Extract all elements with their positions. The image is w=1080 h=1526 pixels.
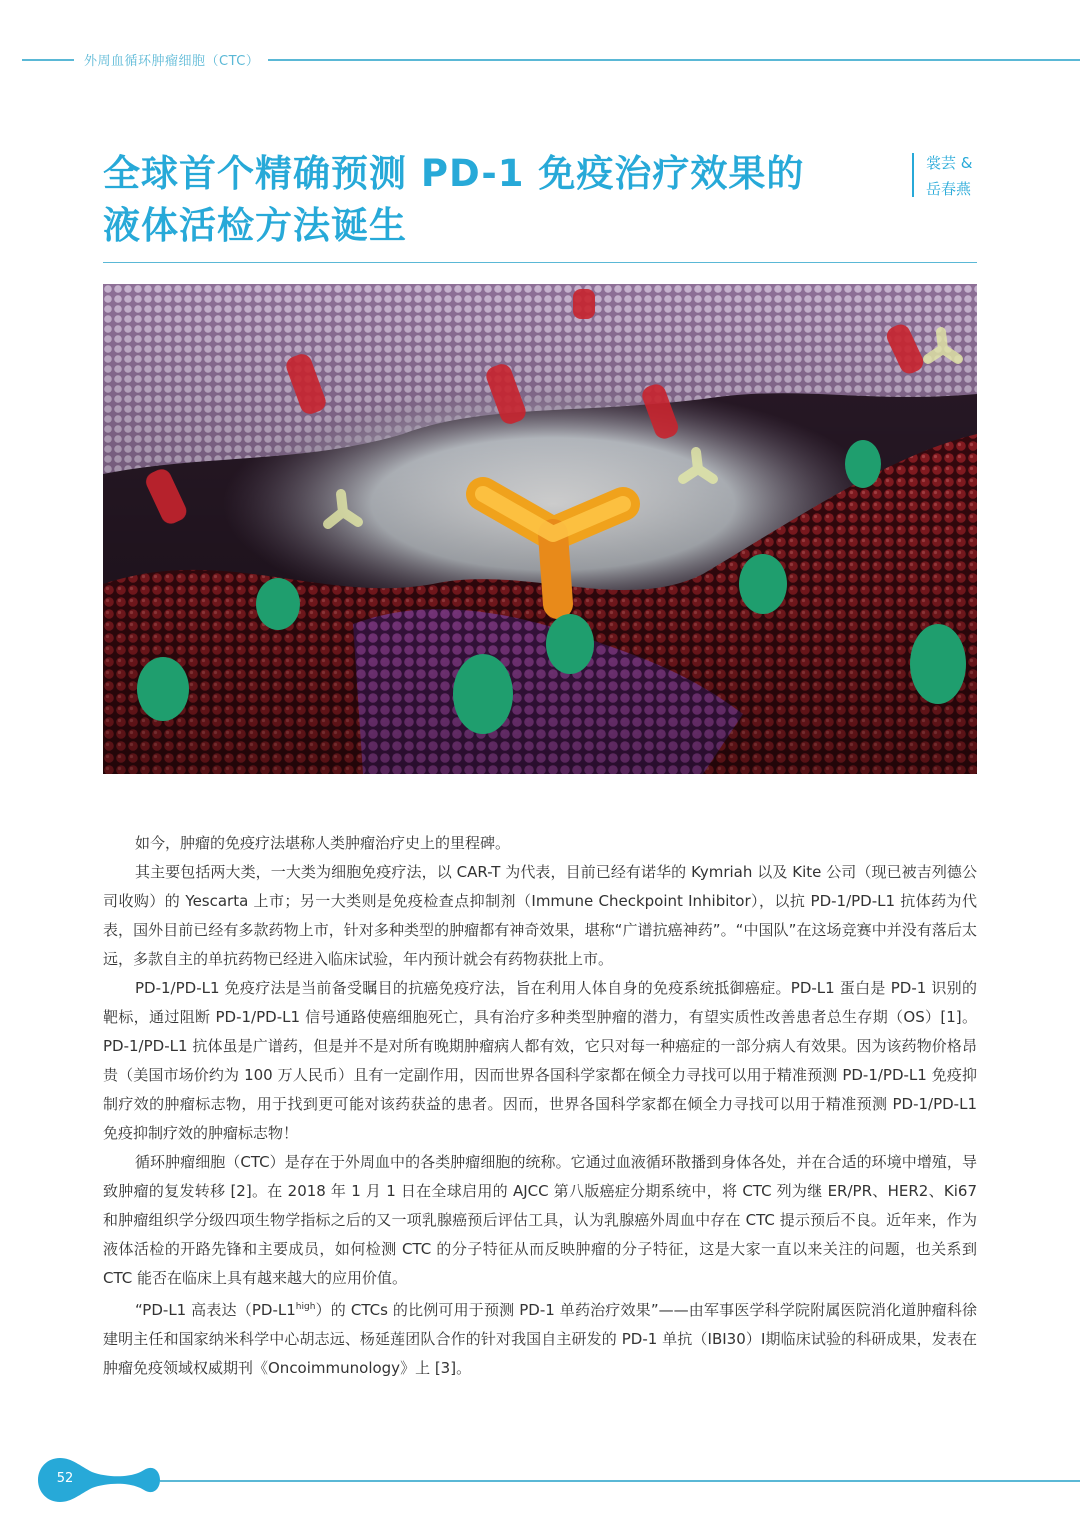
running-header: 外周血循环肿瘤细胞（CTC） [84, 54, 260, 69]
header-rule-right [268, 59, 1080, 61]
header-rule-left [22, 59, 74, 61]
body-paragraph: 如今，肿瘤的免疫疗法堪称人类肿瘤治疗史上的里程碑。 [135, 834, 511, 852]
title-line-1: 全球首个精确预测 PD-1 免疫治疗效果的 [103, 152, 805, 195]
article-title [103, 148, 863, 252]
body-paragraph-quote [103, 1293, 977, 1383]
author-block [926, 150, 972, 202]
footer-rule [160, 1480, 1080, 1482]
author-divider [912, 153, 914, 197]
author-line-2: 岳春燕 [926, 180, 972, 198]
body-paragraph: 其主要包括两大类，一大类为细胞免疫疗法，以 CAR-T 为代表，目前已经有诺华的 Kymriah 以及 Kite 公司（现已被吉列德公司收购）的 Yescarta 上市；另一大类则是免疫检查点抑制剂（Immune Checkpoint Inhibitor），以抗 PD-1/PD-L1 抗体药为代表，国外目前已经有多款药物上市，针对多种类型的肿瘤都有神奇效果，堪称“广谱抗癌神药”。“中国队”在这场竞赛中并没有落后太远，多款自主的单抗药物已经进入临床试验，年内预计就会有药物获批上市。 [103, 863, 977, 968]
antibody-membrane-illustration-icon [103, 284, 977, 774]
body-paragraph: PD-1/PD-L1 免疫疗法是当前备受瞩目的抗癌免疫疗法，旨在利用人体自身的免疫系统抵御癌症。PD-L1 蛋白是 PD-1 识别的靶标，通过阻断 PD-1/PD-L1 信号通路使癌细胞死亡，具有治疗多种类型肿瘤的潜力，有望实质性改善患者总生存期（OS）[1]。PD-1/PD-L1 抗体虽是广谱药，但是并不是对所有晚期肿瘤病人都有效，它只对每一种癌症的一部分病人有效果。因为该药物价格昂贵（美国市场价约为 100 万人民币）且有一定副作用，因而世界各国科学家都在倾全力寻找可以用于精准预测 PD-1/PD-L1 免疫抑制疗效的肿瘤标志物，用于找到更可能对该药获益的患者。因而，世界各国科学家都在倾全力寻找可以用于精准预测 PD-1/PD-L1 免疫抑制疗效的肿瘤标志物！ [103, 979, 977, 1142]
title-rule [103, 262, 977, 263]
body-paragraph: 循环肿瘤细胞（CTC）是存在于外周血中的各类肿瘤细胞的统称。它通过血液循环散播到身体各处，并在合适的环境中增殖，导致肿瘤的复发转移 [2]。在 2018 年 1 月 1 日在全球启用的 AJCC 第八版癌症分期系统中，将 CTC 列为继 ER/PR、HER2、Ki67 和肿瘤组织学分级四项生物学指标之后的又一项乳腺癌预后评估工具，认为乳腺癌外周血中存在 CTC 提示预后不良。近年来，作为液体活检的开路先锋和主要成员，如何检测 CTC 的分子特征从而反映肿瘤的分子特征，这是大家一直以来关注的问题，也关系到 CTC 能否在临床上具有越来越大的应用价值。 [103, 1153, 977, 1287]
hero-illustration [103, 284, 977, 774]
quote-lead: “PD-L1 高表达（PD-L1 [135, 1301, 296, 1319]
quote-rest: ）的 CTCs 的比例可用于预测 PD-1 单药治疗效果”——由军事医学科学院附属医院消化道肿瘤科徐建明主任和国家纳米科学中心胡志远、杨延莲团队合作的针对我国自主研发的 PD-1 单抗（IBI30）Ⅰ期临床试验的科研成果，发表在肿瘤免疫领域权威期刊《Oncoimmunology》上 [3]。 [103, 1301, 977, 1377]
title-line-2: 液体活检方法诞生 [103, 204, 407, 247]
article-body [103, 829, 977, 1383]
superscript-high: high [295, 1302, 316, 1312]
author-line-1: 裳芸 & [926, 154, 973, 172]
page-number: 52 [56, 1471, 74, 1486]
